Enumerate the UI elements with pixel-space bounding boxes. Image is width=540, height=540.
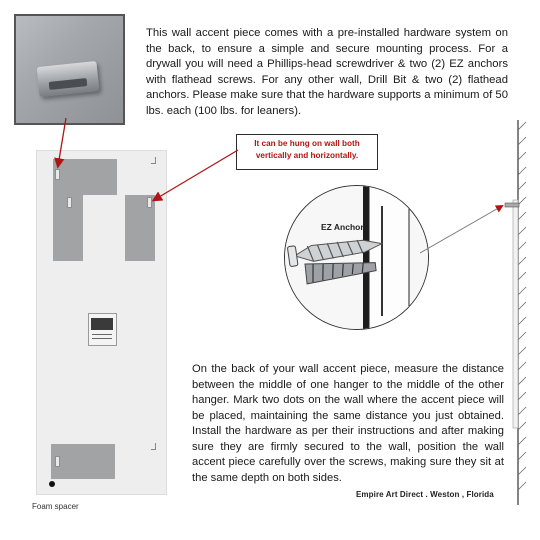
orientation-callout: It can be hung on wall both vertically and horizontally. xyxy=(236,134,378,170)
wall-hatching xyxy=(505,120,526,505)
instructions-paragraph: On the back of your wall accent piece, measure the distance between the middle of one hanger to the middle of the other hanger. Mark two dots on the wall where the accent piece will be placed, maintaining the same distance you just obtained. Install the hardware as per their instructions and after making sure they are firmly secured to the wall, position the wall accent piece carefully over the screws, making sure they sit at the same depth on both sides. xyxy=(192,363,504,484)
intro-paragraph: This wall accent piece comes with a pre-installed hardware system on the back, to ensure a simple and secure mounting process. For a drywall you will need a Phillips-head screwdriver & two (2) EZ anchors with flathead screws. For any other wall, Drill Bit & two (2) flathead anchors. Please make sure that the hardware supports a minimum of 50 lbs. each (100 lbs. for leaners). xyxy=(146,27,508,117)
foam-spacer-label: Foam spacer xyxy=(32,502,79,511)
ez-anchor-label: EZ Anchor xyxy=(321,222,364,232)
company-footer: Empire Art Direct . Weston , Florida xyxy=(356,490,494,499)
